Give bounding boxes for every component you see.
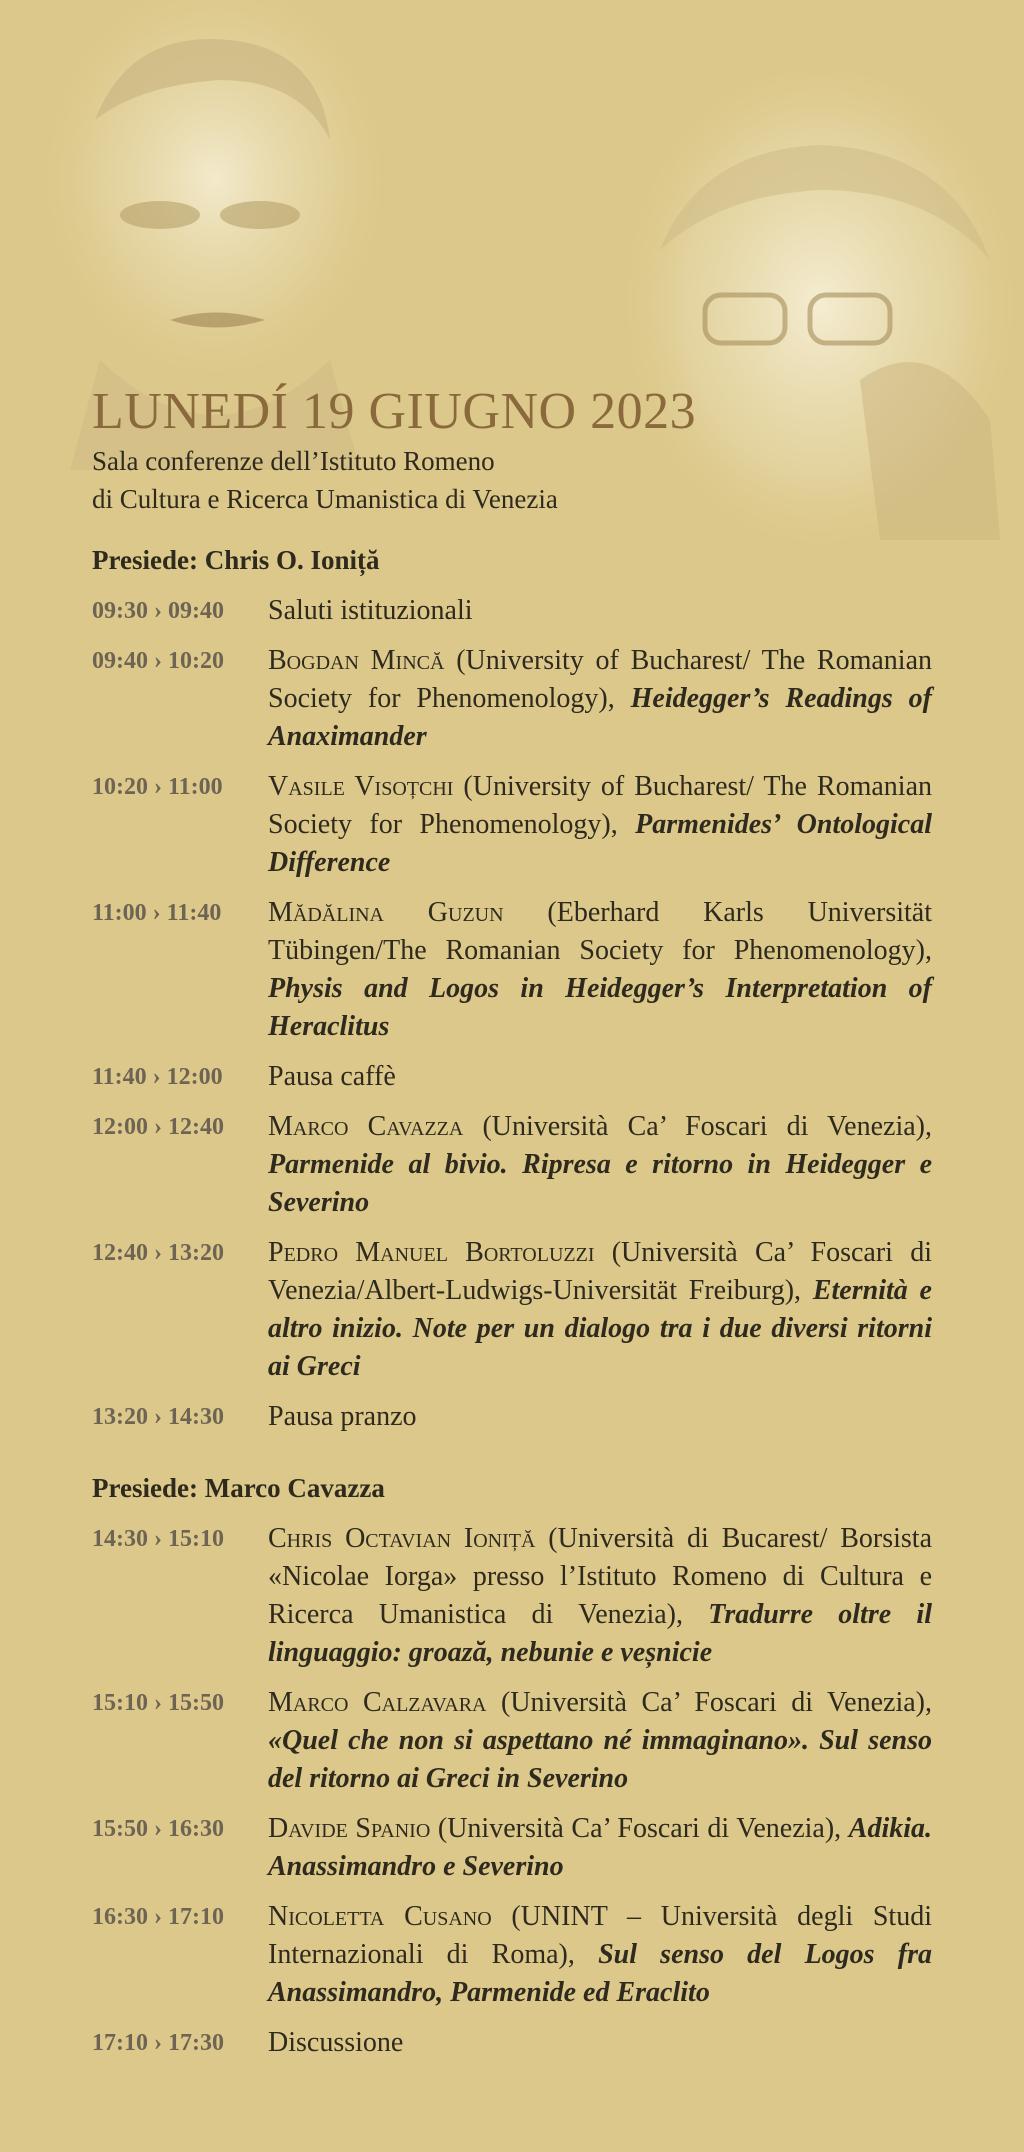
schedule-row [92, 1108, 932, 1222]
schedule-row [92, 2024, 932, 2062]
speaker-affiliation: (University of Bucharest/ The Romanian Society for Phenomenology), [268, 645, 932, 714]
schedule-row [92, 1898, 932, 2012]
talk-title: Tradurre oltre il linguaggio: groază, nebunie e veșnicie [268, 1599, 932, 1668]
time-slot: 09:40 › 10:20 [92, 648, 224, 674]
time-slot: 14:30 › 15:10 [92, 1526, 224, 1552]
schedule-row [92, 894, 932, 1046]
schedule-row [92, 1398, 932, 1436]
program-item: Discussione [268, 2027, 404, 2058]
entry-text [268, 1058, 932, 1096]
speaker-affiliation: (Università Ca’ Foscari di Venezia), [430, 1813, 849, 1844]
venue-line-1: Sala conferenze dell’Istituto Romeno [92, 446, 495, 476]
time-slot: 15:50 › 16:30 [92, 1816, 224, 1842]
entry-text [268, 592, 932, 630]
speaker-affiliation: (Eberhard Karls Universität Tübingen/The Romanian Society for Phenomenology), [268, 897, 932, 966]
time-slot: 10:20 › 11:00 [92, 774, 223, 800]
schedule-row [92, 642, 932, 756]
speaker-name: Nicoletta Cusano [268, 1901, 492, 1932]
entry-text [268, 1108, 932, 1222]
schedule-row [92, 592, 932, 630]
schedule-row [92, 1234, 932, 1386]
entry-text [268, 894, 932, 1046]
page-title: LUNEDÍ 19 GIUGNO 2023 [92, 383, 697, 440]
speaker-name: Davide Spanio [268, 1813, 431, 1844]
speaker-affiliation: (Università di Bucarest/ Borsista «Nicolae Iorga» presso l’Istituto Romeno di Cultura e Ricerca Umanistica di Venezia), [268, 1523, 932, 1630]
time-slot: 13:20 › 14:30 [92, 1404, 224, 1430]
talk-title: Sul senso del Logos fra Anassimandro, Parmenide ed Eraclito [268, 1939, 932, 2008]
talk-title: «Quel che non si aspettano né immaginano». Sul senso del ritorno ai Greci in Severino [268, 1725, 932, 1794]
time-slot: 15:10 › 15:50 [92, 1690, 224, 1716]
talk-title: Adikia. Anassimandro e Severino [268, 1813, 932, 1882]
entry-text [268, 1810, 932, 1886]
schedule-row [92, 1058, 932, 1096]
speaker-name: Mădălina Guzun [268, 897, 504, 928]
entry-text [268, 1684, 932, 1798]
entry-text [268, 1398, 932, 1436]
speaker-name: Pedro Manuel Bortoluzzi [268, 1237, 595, 1268]
schedule-row [92, 1810, 932, 1886]
talk-title: Physis and Logos in Heidegger’s Interpretation of Heraclitus [268, 973, 932, 1042]
schedule-row [92, 768, 932, 882]
session-morning [92, 540, 932, 1448]
time-slot: 17:10 › 17:30 [92, 2030, 224, 2056]
time-slot: 09:30 › 09:40 [92, 598, 224, 624]
entry-text [268, 768, 932, 882]
speaker-affiliation: (Università Ca’ Foscari di Venezia/Albert-Ludwigs-Universität Freiburg), [268, 1237, 932, 1306]
speaker-name: Bogdan Mincă [268, 645, 445, 676]
time-slot: 11:40 › 12:00 [92, 1064, 223, 1090]
speaker-name: Vasile Visoțchi [268, 771, 454, 802]
talk-title: Heidegger’s Readings of Anaximander [268, 683, 932, 752]
session-chair: Presiede: Marco Cavazza [92, 1473, 385, 1503]
program-item: Pausa caffè [268, 1061, 396, 1092]
session-afternoon [92, 1468, 932, 2074]
program-item: Pausa pranzo [268, 1401, 417, 1432]
schedule-row [92, 1520, 932, 1672]
entry-text [268, 1520, 932, 1672]
speaker-affiliation: (Università Ca’ Foscari di Venezia), [486, 1687, 932, 1718]
program-item: Saluti istituzionali [268, 595, 473, 626]
entry-text [268, 1234, 932, 1386]
entry-text [268, 2024, 932, 2062]
speaker-name: Marco Calzavara [268, 1687, 487, 1718]
time-slot: 12:40 › 13:20 [92, 1240, 224, 1266]
talk-title: Eternità e altro inizio. Note per un dialogo tra i due diversi ritorni ai Greci [268, 1275, 932, 1382]
time-slot: 11:00 › 11:40 [92, 900, 222, 926]
talk-title: Parmenides’ Ontological Difference [268, 809, 933, 878]
time-slot: 16:30 › 17:10 [92, 1904, 224, 1930]
venue-line-2: di Cultura e Ricerca Umanistica di Venezia [92, 484, 558, 514]
schedule-row [92, 1684, 932, 1798]
speaker-affiliation: (Università Ca’ Foscari di Venezia), [463, 1111, 932, 1142]
speaker-name: Marco Cavazza [268, 1111, 464, 1142]
talk-title: Parmenide al bivio. Ripresa e ritorno in Heidegger e Severino [268, 1149, 932, 1218]
speaker-affiliation: (University of Bucharest/ The Romanian Society for Phenomenology), [268, 771, 932, 840]
speaker-name: Chris Octavian Ioniță [268, 1523, 536, 1554]
entry-text [268, 1898, 932, 2012]
venue [92, 442, 558, 518]
speaker-affiliation: (UNINT – Università degli Studi Internazionali di Roma), [268, 1901, 932, 1970]
time-slot: 12:00 › 12:40 [92, 1114, 224, 1140]
entry-text [268, 642, 932, 756]
session-chair: Presiede: Chris O. Ioniță [92, 545, 380, 575]
